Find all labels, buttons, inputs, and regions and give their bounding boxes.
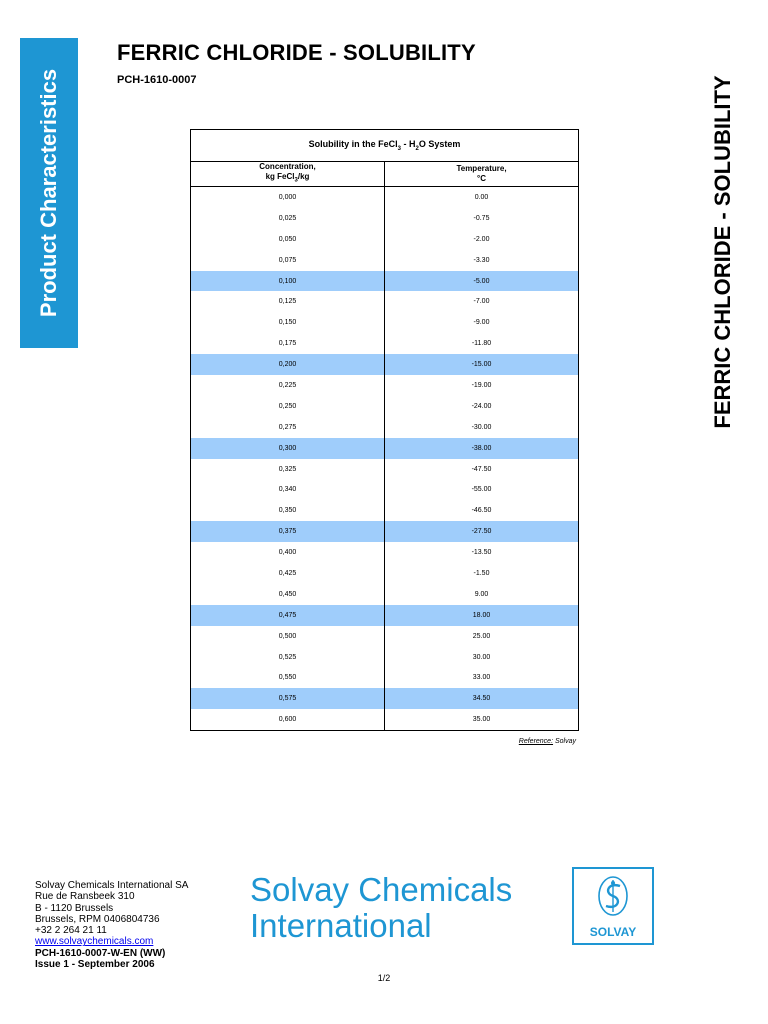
temperature-cell: -1.50 — [385, 563, 579, 584]
temperature-cell: -19.00 — [385, 375, 579, 396]
page-number: 1/2 — [377, 973, 391, 983]
temperature-cell: -15.00 — [385, 354, 579, 375]
concentration-cell: 0,025 — [191, 208, 385, 229]
temperature-cell: 33.00 — [385, 667, 579, 688]
table-row — [191, 709, 579, 730]
table-row — [191, 312, 579, 333]
table-row — [191, 667, 579, 688]
concentration-cell: 0,000 — [191, 187, 385, 208]
temperature-cell: -24.00 — [385, 396, 579, 417]
table-row — [191, 626, 579, 647]
table-row — [191, 563, 579, 584]
concentration-cell: 0,525 — [191, 647, 385, 668]
temperature-cell: -2.00 — [385, 229, 579, 250]
table-caption: Solubility in the FeCl$_3$ - $H_2O$ System — [191, 130, 579, 162]
concentration-cell: 0,475 — [191, 605, 385, 626]
concentration-cell: 0,400 — [191, 542, 385, 563]
temperature-cell: -13.50 — [385, 542, 579, 563]
concentration-cell: 0,350 — [191, 500, 385, 521]
concentration-cell: 0,075 — [191, 250, 385, 271]
company-name: Solvay Chemicals International SA — [35, 880, 189, 891]
table-row — [191, 250, 579, 271]
solvay-emblem-icon — [574, 869, 652, 923]
table-row — [191, 500, 579, 521]
table-row — [191, 647, 579, 668]
concentration-cell: 0,375 — [191, 521, 385, 542]
temperature-cell: 9.00 — [385, 584, 579, 605]
temperature-cell: 30.00 — [385, 647, 579, 668]
temperature-cell: -27.50 — [385, 521, 579, 542]
issue-date: Issue 1 - September 2006 — [35, 959, 155, 971]
side-tab-label: Product Characteristics — [36, 68, 61, 318]
concentration-cell: 0,150 — [191, 312, 385, 333]
temperature-cell: 34.50 — [385, 688, 579, 709]
table-row — [191, 542, 579, 563]
concentration-header: Concentration, kg FeCl$_3$/kg — [191, 162, 385, 187]
phone-number: +32 2 264 21 11 — [35, 925, 107, 937]
company-address — [35, 880, 188, 970]
temperature-cell: 18.00 — [385, 605, 579, 626]
temperature-cell: -46.50 — [385, 500, 579, 521]
concentration-cell: 0,275 — [191, 417, 385, 438]
concentration-cell: 0,550 — [191, 667, 385, 688]
temperature-cell: -9.00 — [385, 312, 579, 333]
temperature-cell: -3.30 — [385, 250, 579, 271]
brand-name: Solvay Chemicals International — [250, 871, 513, 944]
page-title: FERRIC CHLORIDE - SOLUBILITY — [117, 40, 476, 65]
table-row — [191, 459, 579, 480]
solvay-logo — [572, 867, 654, 945]
concentration-cell: 0,175 — [191, 333, 385, 354]
temperature-cell: -7.00 — [385, 291, 579, 312]
street: Rue de Ransbeek 310 — [35, 891, 135, 903]
concentration-cell: 0,340 — [191, 479, 385, 500]
table-row — [191, 375, 579, 396]
rpm-number: Brussels, RPM 0406804736 — [35, 913, 160, 925]
document-code: PCH-1610-0007 — [117, 74, 197, 86]
document-reference: PCH-1610-0007-W-EN (WW) — [35, 947, 166, 959]
table-row — [191, 229, 579, 250]
table-row — [191, 354, 579, 375]
concentration-cell: 0,500 — [191, 626, 385, 647]
table-row — [191, 417, 579, 438]
concentration-cell: 0,225 — [191, 375, 385, 396]
concentration-cell: 0,325 — [191, 459, 385, 480]
table-row — [191, 584, 579, 605]
table-row — [191, 291, 579, 312]
table-row — [191, 688, 579, 709]
concentration-cell: 0,450 — [191, 584, 385, 605]
logo-text: SOLVAY — [589, 925, 637, 939]
concentration-cell: 0,425 — [191, 563, 385, 584]
temperature-cell: -30.00 — [385, 417, 579, 438]
table-row — [191, 605, 579, 626]
temperature-cell: -11.80 — [385, 333, 579, 354]
product-characteristics-tab — [20, 38, 78, 348]
table-row — [191, 438, 579, 459]
temperature-cell: 35.00 — [385, 709, 579, 730]
table-row — [191, 208, 579, 229]
concentration-cell: 0,125 — [191, 291, 385, 312]
table-row — [191, 396, 579, 417]
concentration-cell: 0,600 — [191, 709, 385, 730]
website-link[interactable]: www.solvaychemicals.com — [35, 936, 154, 948]
table-row — [191, 271, 579, 292]
table-row — [191, 333, 579, 354]
concentration-cell: 0,300 — [191, 438, 385, 459]
table-row — [191, 521, 579, 542]
temperature-cell: -47.50 — [385, 459, 579, 480]
concentration-cell: 0,100 — [191, 271, 385, 292]
temperature-cell: -0.75 — [385, 208, 579, 229]
table-row — [191, 479, 579, 500]
temperature-cell: 0.00 — [385, 187, 579, 208]
concentration-cell: 0,200 — [191, 354, 385, 375]
temperature-cell: -38.00 — [385, 438, 579, 459]
temperature-cell: 25.00 — [385, 626, 579, 647]
temperature-header: Temperature, °C — [385, 162, 579, 187]
concentration-cell: 0,575 — [191, 688, 385, 709]
postal-code: B - 1120 Brussels — [35, 902, 114, 914]
reference-note: Reference: Solvay — [518, 738, 576, 745]
temperature-cell: -55.00 — [385, 479, 579, 500]
vertical-title: FERRIC CHLORIDE - SOLUBILITY — [710, 75, 735, 429]
concentration-cell: 0,050 — [191, 229, 385, 250]
temperature-cell: -5.00 — [385, 271, 579, 292]
table-row — [191, 187, 579, 208]
concentration-cell: 0,250 — [191, 396, 385, 417]
solubility-table — [190, 129, 579, 731]
